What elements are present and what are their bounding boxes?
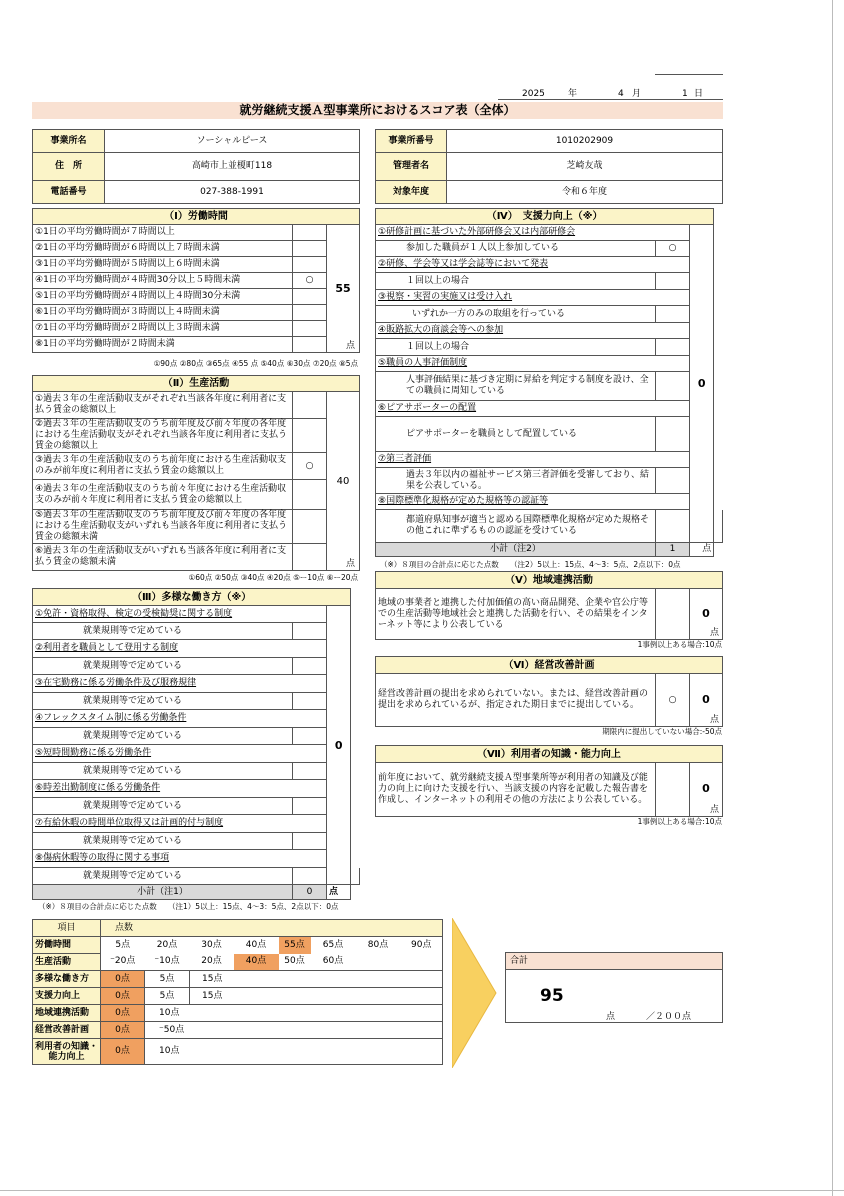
criterion-heading: ④販路拡大の商談会等への参加 (376, 323, 690, 339)
points-cell-selected: 40点 (234, 954, 279, 971)
check-mark (656, 468, 690, 494)
criterion-heading: ⑤職員の人事評価制度 (376, 356, 690, 372)
check-mark (293, 321, 327, 337)
check-mark (656, 510, 690, 543)
score-spacer (714, 510, 723, 543)
section-title: （Ⅵ）経営改善計画 (376, 657, 723, 674)
date-day-unit: 日 (694, 89, 704, 99)
total-value: 95 (540, 986, 564, 1006)
section-title: （Ⅳ） 支援力向上（※） (376, 209, 714, 225)
section-score (327, 225, 360, 353)
total-box (505, 952, 723, 1023)
summary-table (32, 919, 443, 1065)
criterion: 人事評価結果に基づき定期に昇給を判定する制度を設け、全ての職員に周知している (376, 372, 656, 401)
section-user-skills (375, 745, 723, 817)
check-mark (293, 337, 327, 353)
criterion-heading: ⑦第三者評価 (376, 452, 690, 468)
score-legend: ①90点 ②80点 ③65点 ④55 点 ⑤40点 ⑥30点 ⑦20点 ⑧5点 (153, 359, 358, 368)
section-production (32, 375, 360, 571)
check-cell (293, 763, 327, 780)
summary-row-label: 地域連携活動 (33, 1005, 101, 1022)
points-cell: 30点 (201, 939, 222, 950)
points-cell: 5点 (145, 971, 190, 988)
score-unit: 点 (345, 559, 355, 569)
criterion: ⑤1日の平均労働時間が４時間以上４時間30分未満 (33, 289, 293, 305)
check-cell (293, 868, 327, 885)
arrow-right-icon (452, 918, 498, 1068)
subtotal-value: 1 (656, 543, 690, 557)
criterion: ②1日の平均労働時間が６時間以上７時間未満 (33, 241, 293, 257)
criterion: ①1日の平均労働時間が７時間以上 (33, 225, 293, 241)
section-working-hours (32, 208, 360, 353)
points-cell: 20点 (156, 939, 178, 950)
check-cell (293, 728, 327, 745)
points-cell: 5点 (115, 939, 131, 950)
criterion-heading: ①研修計画に基づいた外部研修会又は内部研修会 (376, 225, 690, 241)
check-mark: ○ (656, 674, 690, 727)
points-cell: 5点 (145, 988, 190, 1005)
section-support-capability (375, 208, 723, 557)
page-title: 就労継続支援Ａ型事業所におけるスコア表（全体） (32, 102, 723, 119)
criterion: 就業規則等で定めている (33, 693, 293, 710)
criterion: １回以上の場合 (376, 273, 656, 290)
summary-row-label: 多様な働き方 (33, 971, 101, 988)
points-cell: ⁻20点 (110, 956, 136, 967)
criterion-heading: ⑥ピアサポーターの配置 (376, 401, 690, 417)
score-legend: ①60点 ②50点 ③40点 ④20点 ⑤ー10点 ⑥ー20点 (188, 573, 358, 582)
date-month: 4 (618, 89, 624, 99)
points-cell: 60点 (322, 956, 344, 967)
criterion: ①過去３年の生産活動収支がそれぞれ当該各年度に利用者に支払う賃金の総額以上 (33, 392, 293, 419)
section-score (690, 674, 723, 727)
criterion: 前年度において、就労継続支援Ａ型事業所等が利用者の知識及び能力の向上に向けた支援を行い、当該支援の内容を記載した報告書を作成し、インターネットの利用その他の方法により公表している。 (376, 763, 656, 817)
criterion: 就業規則等で定めている (33, 763, 293, 780)
check-mark (656, 339, 690, 356)
total-max: ／２００点 (646, 1012, 692, 1022)
points-cell-selected: 0点 (101, 1022, 145, 1039)
check-cell (293, 658, 327, 675)
criterion-heading: ②研修、学会等又は学会誌等において発表 (376, 257, 690, 273)
criterion: いずれか一方のみの取組を行っている (376, 306, 656, 323)
score-legend: 1事例以上ある場合:10点 (637, 640, 722, 649)
date-year-unit: 年 (568, 89, 578, 99)
criterion: 地域の事業者と連携した付加価値の高い商品開発、企業や官公庁等での生産活動等地域社会と連携した活動を行い、その結果をインターネット等により公表している (376, 589, 656, 640)
criterion: ③1日の平均労働時間が５時間以上６時間未満 (33, 257, 293, 273)
check-mark (656, 306, 690, 323)
total-label: 合計 (506, 953, 722, 970)
points-cell: 65点 (322, 939, 344, 950)
section-score (690, 589, 723, 640)
criterion: 就業規則等で定めている (33, 833, 293, 850)
check-mark: ○ (293, 273, 327, 289)
summary-row-label: 利用者の知識・能力向上 (33, 1039, 101, 1065)
section-title: （Ⅰ）労働時間 (33, 209, 360, 225)
criterion: 就業規則等で定めている (33, 868, 293, 885)
score-unit: 点 (345, 341, 355, 351)
info-left-table (32, 129, 360, 204)
points-cell: 15点 (190, 971, 443, 988)
subtotal-label: 小計（注1） (33, 885, 293, 900)
check-mark (293, 544, 327, 571)
check-mark (293, 257, 327, 273)
date-underline (498, 99, 723, 100)
criterion-heading: ⑥時差出勤制度に係る労働条件 (33, 780, 327, 798)
score-legend: 期限内に提出していない場合:-50点 (602, 727, 722, 736)
section-title: （Ⅲ）多様な働き方（※） (33, 589, 351, 606)
check-mark (293, 419, 327, 453)
summary-row-label: 生産活動 (33, 954, 101, 971)
check-mark (656, 763, 690, 817)
score-value: 0 (702, 606, 710, 620)
points-cell-selected: 0点 (101, 1039, 145, 1065)
check-mark (293, 480, 327, 510)
criterion: ⑧1日の平均労働時間が２時間未満 (33, 337, 293, 353)
score-value: 0 (702, 692, 710, 706)
criterion: ⑦1日の平均労働時間が２時間以上３時間未満 (33, 321, 293, 337)
criterion-heading: ⑤短時間勤務に係る労働条件 (33, 745, 327, 763)
criterion: ④過去３年の生産活動収支のうち前々年度における生産活動収支のみが前々年度に利用者に支払う賃金の総額以上 (33, 480, 293, 510)
info-value: 令和６年度 (447, 181, 723, 204)
date-day: 1 (682, 89, 688, 99)
date-month-unit: 月 (632, 89, 642, 99)
criterion: 都道府県知事が適当と認める国際標準化規格が定めた規格その他これに準ずるものの認証を受けている (376, 510, 656, 543)
score-unit: 点 (709, 805, 719, 815)
points-cell: ⁻10点 (154, 956, 180, 967)
summary-row-label: 支援力向上 (33, 988, 101, 1005)
empty-cell (401, 954, 443, 971)
score-unit: 点 (327, 885, 351, 900)
criterion-heading: ②利用者を職員として登用する制度 (33, 640, 327, 658)
points-cell: 20点 (201, 956, 222, 967)
points-cell: 40点 (245, 939, 267, 950)
summary-head-points: 点数 (101, 920, 443, 937)
info-label: 管理者名 (376, 153, 447, 181)
subtotal-value: 0 (293, 885, 327, 900)
score-unit: 点 (709, 715, 719, 725)
criterion: 就業規則等で定めている (33, 623, 293, 640)
criterion: ⑤過去３年の生産活動収支のうち前年度及び前々年度の各年度における生産活動収支がいずれも当該各年度に利用者に支払う賃金の総額未満 (33, 510, 293, 544)
section-score: 0 (327, 606, 351, 885)
check-mark (293, 241, 327, 257)
summary-row-label: 経営改善計画 (33, 1022, 101, 1039)
score-legend: （※）８項目の合計点に応じた点数 （注1）5以上：15点、4～3：5点、2点以下：0点 (38, 902, 339, 911)
section-title: （Ⅶ）利用者の知識・能力向上 (376, 746, 723, 763)
page-edge (832, 0, 833, 1196)
summary-head-item: 項目 (33, 920, 101, 937)
section-diverse-work (32, 588, 360, 900)
points-cell: ⁻50点 (145, 1022, 443, 1039)
points-cell: 80点 (367, 939, 389, 950)
score-value: 40 (336, 475, 350, 487)
check-cell (293, 833, 327, 850)
check-mark (656, 589, 690, 640)
criterion: ⑥過去３年の生産活動収支がいずれも当該各年度に利用者に支払う賃金の総額未満 (33, 544, 293, 571)
check-cell (293, 623, 327, 640)
criterion-heading: ③視察・実習の実施又は受け入れ (376, 290, 690, 306)
criterion: 就業規則等で定めている (33, 728, 293, 745)
criterion-heading: ⑦有給休暇の時間単位取得又は計画的付与制度 (33, 815, 327, 833)
subtotal-label: 小計（注2） (376, 543, 656, 557)
check-mark (656, 372, 690, 401)
info-label: 事業所番号 (376, 130, 447, 153)
check-mark (293, 289, 327, 305)
check-mark (293, 510, 327, 544)
points-cell: 90点 (401, 937, 443, 954)
info-value: 芝崎友哉 (447, 153, 723, 181)
signature-line (655, 74, 723, 75)
points-cell: 50点 (284, 956, 305, 967)
points-cell: 15点 (190, 988, 443, 1005)
check-mark (656, 273, 690, 290)
info-value: 1010202909 (447, 130, 723, 153)
section-title: （Ⅱ）生産活動 (33, 376, 360, 392)
info-label: 対象年度 (376, 181, 447, 204)
criterion: ピアサポーターを職員として配置している (376, 417, 656, 452)
check-cell (293, 693, 327, 710)
criterion: ⑥1日の平均労働時間が３時間以上４時間未満 (33, 305, 293, 321)
criterion: 経営改善計画の提出を求められていない。または、経営改善計画の提出を求められているが、指定された期日までに提出している。 (376, 674, 656, 727)
empty-cell (356, 954, 401, 971)
check-mark: ○ (656, 241, 690, 257)
criterion: ③過去３年の生産活動収支のうち前年度における生産活動収支のみが前年度に利用者に支払う賃金の総額以上 (33, 453, 293, 480)
page-edge (0, 1190, 844, 1191)
score-spacer (351, 868, 360, 885)
check-mark (293, 225, 327, 241)
info-value: ソーシャルピース (105, 130, 360, 153)
section-score: 0 (690, 225, 714, 543)
summary-row-label: 労働時間 (33, 937, 101, 954)
criterion: １回以上の場合 (376, 339, 656, 356)
score-value: 0 (702, 782, 710, 795)
section-score (327, 392, 360, 571)
criterion-heading: ⑧傷病休暇等の取得に関する事項 (33, 850, 327, 868)
score-legend: 1事例以上ある場合:10点 (637, 817, 722, 826)
criterion: 就業規則等で定めている (33, 658, 293, 675)
info-value: 高崎市上並榎町118 (105, 153, 360, 181)
criterion-heading: ④フレックスタイム制に係る労働条件 (33, 710, 327, 728)
info-label: 住 所 (33, 153, 105, 181)
criterion: ②過去３年の生産活動収支のうち前年度及び前々年度の各年度における生産活動収支がそれぞれ当該各年度に利用者に支払う賃金の総額以上 (33, 419, 293, 453)
check-mark (293, 392, 327, 419)
points-cell-selected: 0点 (101, 971, 145, 988)
date-year: 2025 (522, 89, 545, 99)
points-cell: 10点 (145, 1005, 443, 1022)
criterion-heading: ①免許・資格取得、検定の受検勧奨に関する制度 (33, 606, 327, 623)
score-unit: 点 (709, 628, 719, 638)
info-right-table (375, 129, 723, 204)
points-cell-selected: 0点 (101, 1005, 145, 1022)
section-management-improvement (375, 656, 723, 727)
criterion: 過去３年以内の福祉サービス第三者評価を受審しており、結果を公表している。 (376, 468, 656, 494)
info-value: 027-388-1991 (105, 181, 360, 204)
criterion: 就業規則等で定めている (33, 798, 293, 815)
points-cell-selected: 55点 (279, 937, 311, 954)
check-mark: ○ (293, 453, 327, 480)
check-mark (656, 417, 690, 452)
section-title: （Ⅴ）地域連携活動 (376, 572, 723, 589)
section-regional-collaboration (375, 571, 723, 640)
score-value: 55 (335, 282, 351, 295)
points-cell-selected: 0点 (101, 988, 145, 1005)
info-label: 電話番号 (33, 181, 105, 204)
total-unit: 点 (606, 1012, 616, 1022)
section-score (690, 763, 723, 817)
score-unit: 点 (690, 543, 714, 557)
check-mark (293, 305, 327, 321)
criterion: 参加した職員が１人以上参加している (376, 241, 656, 257)
points-cell: 10点 (145, 1039, 443, 1065)
info-label: 事業所名 (33, 130, 105, 153)
score-legend: （※）８項目の合計点に応じた点数 （注2）5以上：15点、4～3：5点、2点以下：0点 (380, 560, 681, 569)
criterion-heading: ③在宅勤務に係る労働条件及び服務規律 (33, 675, 327, 693)
criterion: ④1日の平均労働時間が４時間30分以上５時間未満 (33, 273, 293, 289)
check-cell (293, 798, 327, 815)
criterion-heading: ⑧国際標準化規格が定めた規格等の認証等 (376, 494, 690, 510)
